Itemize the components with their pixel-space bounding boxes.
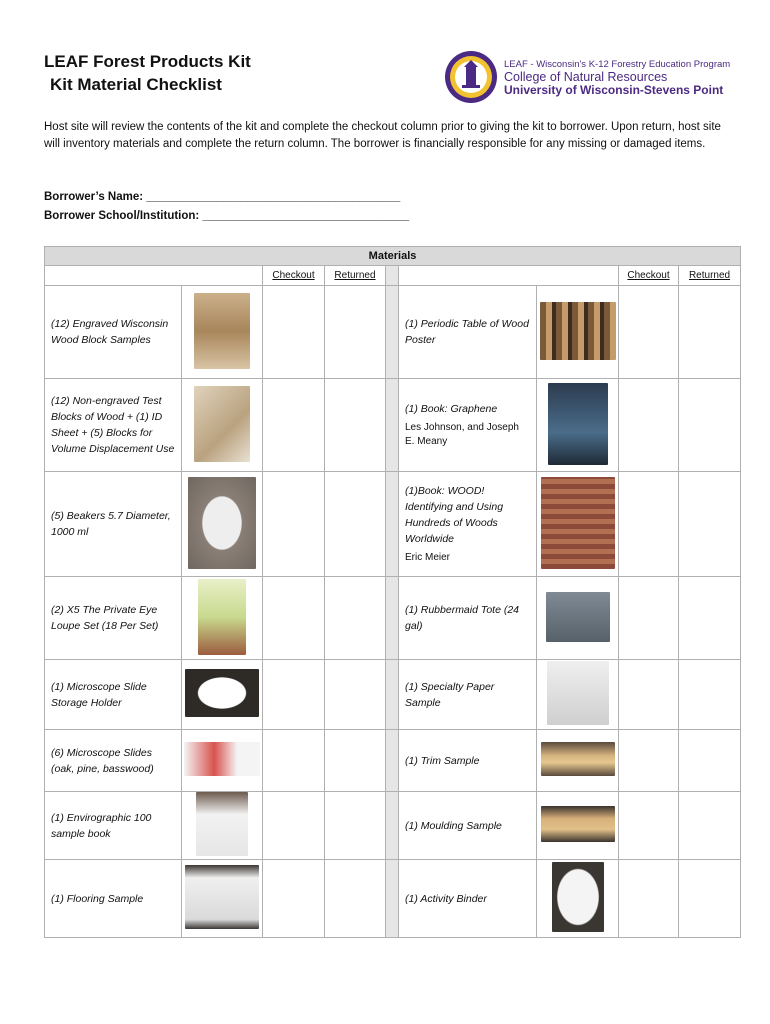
item-description bbox=[45, 660, 182, 730]
checkout-cell[interactable] bbox=[619, 379, 679, 472]
checkout-cell[interactable] bbox=[619, 472, 679, 577]
returned-cell[interactable] bbox=[325, 860, 386, 938]
table-row bbox=[45, 730, 741, 792]
item-description bbox=[399, 660, 537, 730]
item-photo-cell bbox=[182, 379, 263, 472]
item-label: (5) Beakers 5.7 Diameter, 1000 ml bbox=[51, 510, 171, 538]
table-row bbox=[45, 860, 741, 938]
checkout-cell[interactable] bbox=[263, 660, 325, 730]
item-label: (1) Book: Graphene bbox=[405, 403, 498, 415]
university-seal-icon bbox=[444, 50, 498, 104]
returned-cell[interactable] bbox=[325, 286, 386, 379]
item-label: (1) Activity Binder bbox=[405, 892, 487, 905]
wood-book-photo bbox=[541, 477, 615, 569]
returned-header-left: Returned bbox=[334, 270, 376, 281]
item-photo-cell bbox=[537, 660, 619, 730]
item-author: Eric Meier bbox=[405, 552, 451, 563]
item-description bbox=[45, 577, 182, 660]
item-label: (12) Engraved Wisconsin Wood Block Samples bbox=[51, 318, 169, 346]
returned-cell[interactable] bbox=[325, 660, 386, 730]
item-label: (1) Specialty Paper Sample bbox=[405, 680, 495, 709]
item-photo-cell bbox=[537, 379, 619, 472]
column-separator bbox=[386, 286, 399, 379]
item-photo-cell bbox=[182, 660, 263, 730]
returned-cell[interactable] bbox=[679, 472, 741, 577]
item-description bbox=[45, 860, 182, 938]
item-label: (12) Non-engraved Test Blocks of Wood + (1) ID Sheet + (5) Blocks for Volume Displacement Use bbox=[51, 395, 175, 455]
returned-cell[interactable] bbox=[679, 379, 741, 472]
item-label: (1) Trim Sample bbox=[405, 754, 480, 767]
item-description bbox=[45, 792, 182, 860]
item-photo-cell bbox=[182, 472, 263, 577]
item-label: (1) Microscope Slide Storage Holder bbox=[51, 680, 147, 709]
column-separator bbox=[386, 860, 399, 938]
checkout-cell[interactable] bbox=[263, 792, 325, 860]
borrower-school-field bbox=[44, 210, 409, 222]
returned-cell[interactable] bbox=[679, 577, 741, 660]
item-photo-cell bbox=[537, 577, 619, 660]
column-separator bbox=[386, 379, 399, 472]
slide-holder-photo bbox=[185, 669, 259, 717]
checkout-cell[interactable] bbox=[263, 860, 325, 938]
borrower-name-field bbox=[44, 191, 400, 203]
item-description bbox=[399, 472, 537, 577]
item-label: (1)Book: WOOD! Identifying and Using Hundreds of Woods Worldwide bbox=[405, 485, 504, 545]
returned-cell[interactable] bbox=[679, 860, 741, 938]
materials-table bbox=[44, 246, 741, 938]
checkout-header-right: Checkout bbox=[627, 270, 670, 281]
title-line-1: LEAF Forest Products Kit bbox=[44, 52, 251, 71]
moulding-sample-photo bbox=[541, 806, 615, 842]
item-photo-cell bbox=[182, 860, 263, 938]
item-photo-cell bbox=[182, 286, 263, 379]
item-description bbox=[399, 379, 537, 472]
item-photo-cell bbox=[537, 472, 619, 577]
checkout-cell[interactable] bbox=[263, 379, 325, 472]
microscope-slides-photo bbox=[184, 742, 260, 776]
item-description bbox=[45, 379, 182, 472]
title-line-2: Kit Material Checklist bbox=[50, 75, 222, 94]
table-row bbox=[45, 660, 741, 730]
item-photo-cell bbox=[537, 860, 619, 938]
table-row bbox=[45, 286, 741, 379]
uwsp-logo bbox=[444, 50, 744, 110]
returned-cell[interactable] bbox=[679, 792, 741, 860]
checkout-cell[interactable] bbox=[619, 577, 679, 660]
item-photo-cell bbox=[537, 792, 619, 860]
item-label: (1) Periodic Table of Wood Poster bbox=[405, 318, 529, 346]
column-separator bbox=[386, 577, 399, 660]
returned-cell[interactable] bbox=[679, 286, 741, 379]
beaker-photo bbox=[188, 477, 256, 569]
checkout-cell[interactable] bbox=[263, 286, 325, 379]
item-label: (1) Envirographic 100 sample book bbox=[51, 811, 152, 840]
returned-cell[interactable] bbox=[325, 730, 386, 792]
returned-cell[interactable] bbox=[325, 792, 386, 860]
item-photo-cell bbox=[182, 577, 263, 660]
checkout-cell[interactable] bbox=[263, 577, 325, 660]
specialty-paper-photo bbox=[547, 661, 609, 725]
item-photo-cell bbox=[182, 792, 263, 860]
item-photo-cell bbox=[537, 730, 619, 792]
item-photo-cell bbox=[537, 286, 619, 379]
checkout-cell[interactable] bbox=[619, 286, 679, 379]
checkout-cell[interactable] bbox=[619, 730, 679, 792]
returned-cell[interactable] bbox=[679, 730, 741, 792]
checkout-cell[interactable] bbox=[619, 792, 679, 860]
borrower-school-blank[interactable]: ___________________________________ bbox=[202, 210, 409, 222]
document-title bbox=[44, 50, 251, 96]
checkout-cell[interactable] bbox=[619, 860, 679, 938]
logo-line-1: LEAF - Wisconsin's K-12 Forestry Education Program bbox=[504, 59, 731, 70]
table-row bbox=[45, 379, 741, 472]
flooring-sample-photo bbox=[185, 865, 259, 929]
item-description bbox=[45, 286, 182, 379]
checkout-header-left: Checkout bbox=[272, 270, 315, 281]
graphene-book-photo bbox=[548, 383, 608, 465]
borrower-school-label: Borrower School/Institution: bbox=[44, 210, 200, 222]
item-label: (6) Microscope Slides (oak, pine, basswood) bbox=[51, 746, 154, 775]
loupe-set-photo bbox=[198, 579, 246, 655]
returned-cell[interactable] bbox=[325, 379, 386, 472]
item-description bbox=[399, 286, 537, 379]
item-label: (1) Moulding Sample bbox=[405, 819, 502, 832]
column-header-row bbox=[45, 266, 741, 286]
returned-cell[interactable] bbox=[325, 472, 386, 577]
activity-binder-photo bbox=[552, 862, 604, 932]
checkout-cell[interactable] bbox=[619, 660, 679, 730]
returned-cell[interactable] bbox=[325, 577, 386, 660]
column-separator bbox=[386, 660, 399, 730]
test-blocks-photo bbox=[194, 386, 250, 462]
table-row bbox=[45, 792, 741, 860]
tote-photo bbox=[546, 592, 610, 642]
returned-cell[interactable] bbox=[679, 660, 741, 730]
item-description bbox=[399, 792, 537, 860]
sample-book-photo bbox=[196, 792, 248, 856]
column-separator bbox=[386, 730, 399, 792]
item-description bbox=[45, 472, 182, 577]
wood-blocks-photo bbox=[194, 293, 250, 369]
trim-sample-photo bbox=[541, 742, 615, 776]
logo-line-3: University of Wisconsin-Stevens Point bbox=[504, 83, 724, 97]
item-label: (2) X5 The Private Eye Loupe Set (18 Per Set) bbox=[51, 604, 159, 632]
checkout-cell[interactable] bbox=[263, 472, 325, 577]
table-row bbox=[45, 472, 741, 577]
item-description bbox=[45, 730, 182, 792]
wood-poster-photo bbox=[540, 302, 616, 360]
borrower-name-label: Borrower’s Name: bbox=[44, 191, 144, 203]
item-author: Les Johnson, and Joseph E. Meany bbox=[405, 422, 519, 447]
borrower-name-blank[interactable]: ___________________________________________ bbox=[146, 191, 400, 203]
returned-header-right: Returned bbox=[688, 270, 731, 281]
checkout-cell[interactable] bbox=[263, 730, 325, 792]
column-separator bbox=[386, 266, 399, 286]
logo-line-2: College of Natural Resources bbox=[504, 70, 668, 84]
table-row bbox=[45, 577, 741, 660]
item-label: (1) Rubbermaid Tote (24 gal) bbox=[405, 604, 520, 632]
item-label: (1) Flooring Sample bbox=[51, 892, 144, 905]
column-separator bbox=[386, 472, 399, 577]
column-separator bbox=[386, 792, 399, 860]
materials-header: Materials bbox=[45, 247, 741, 266]
item-description bbox=[399, 860, 537, 938]
item-description bbox=[399, 730, 537, 792]
item-photo-cell bbox=[182, 730, 263, 792]
instructions-paragraph: Host site will review the contents of the kit and complete the checkout column prior to giving the kit to borrower. Upon return, host site will inventory materials and complete the return column. The borrower is financially responsible for any missing or damaged items. bbox=[44, 121, 721, 150]
item-description bbox=[399, 577, 537, 660]
